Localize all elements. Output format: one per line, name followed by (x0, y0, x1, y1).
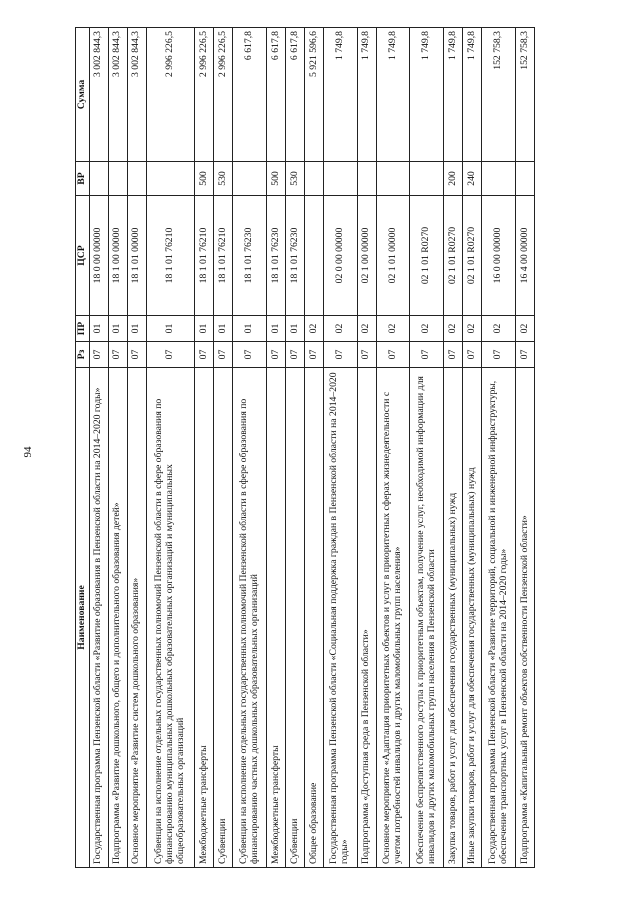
cell-vr (304, 162, 323, 196)
cell-vr (323, 162, 357, 196)
table-row (127, 28, 146, 868)
cell-sum: 6 617,8 (267, 28, 286, 162)
table-body (89, 28, 534, 868)
cell-name: Государственная программа Пензенской области «Развитие территорий, социальной и инженерной инфраструктуры, обеспечение транспортных услуг в Пензенской области на 2014–2020 годы» (482, 368, 516, 868)
header-pr: ПР (76, 316, 90, 342)
cell-sum: 1 749,8 (376, 28, 410, 162)
table-row (89, 28, 108, 868)
cell-pr: 02 (463, 316, 482, 342)
cell-sum: 3 002 844,3 (89, 28, 108, 162)
page-number: 94 (22, 446, 34, 458)
cell-name: Субвенции (286, 368, 305, 868)
table-row (233, 28, 267, 868)
cell-pr: 01 (146, 316, 195, 342)
table-header-row (76, 28, 90, 868)
cell-sum: 5 921 596,6 (304, 28, 323, 162)
cell-rz: 07 (410, 342, 444, 368)
cell-vr (357, 162, 376, 196)
budget-table (75, 27, 535, 868)
cell-csr: 18 1 01 00000 (127, 196, 146, 316)
cell-vr (482, 162, 516, 196)
cell-vr (410, 162, 444, 196)
cell-name: Субвенции (214, 368, 233, 868)
cell-rz: 07 (195, 342, 214, 368)
table-row (376, 28, 410, 868)
cell-csr: 18 1 01 76210 (214, 196, 233, 316)
cell-name: Иные закупки товаров, работ и услуг для обеспечения государственных (муниципальных) нужд (463, 368, 482, 868)
cell-csr: 02 1 01 R0270 (444, 196, 463, 316)
cell-sum: 6 617,8 (233, 28, 267, 162)
cell-rz: 07 (214, 342, 233, 368)
cell-csr: 16 4 00 00000 (515, 196, 534, 316)
cell-rz: 07 (323, 342, 357, 368)
table-row (482, 28, 516, 868)
cell-csr: 02 1 01 R0270 (463, 196, 482, 316)
cell-pr: 02 (410, 316, 444, 342)
cell-rz: 07 (127, 342, 146, 368)
cell-rz: 07 (304, 342, 323, 368)
rotated-table-container (75, 28, 535, 868)
cell-pr: 02 (357, 316, 376, 342)
cell-name: Субвенции на исполнение отдельных государственных полномочий Пензенской области в сфере образования по финансированию муниципальных дошкольных образовательных организаций и муниципальных общеобразовательных организаций (146, 368, 195, 868)
cell-pr: 02 (444, 316, 463, 342)
cell-name: Подпрограмма «Развитие дошкольного, общего и дополнительного образования детей» (108, 368, 127, 868)
cell-csr: 18 1 01 76230 (233, 196, 267, 316)
cell-vr (233, 162, 267, 196)
cell-name: Субвенции на исполнение отдельных государственных полномочий Пензенской области в сфере образования по финансированию частных дошкольных образовательных организаций (233, 368, 267, 868)
cell-pr: 02 (323, 316, 357, 342)
table-row (410, 28, 444, 868)
cell-pr: 01 (195, 316, 214, 342)
cell-csr: 02 1 01 00000 (376, 196, 410, 316)
header-name: Наименование (76, 368, 90, 868)
cell-rz: 07 (233, 342, 267, 368)
cell-pr: 02 (515, 316, 534, 342)
cell-name: Основное мероприятие «Адаптация приоритетных объектов и услуг в приоритетных сферах жизнедеятельности с учетом потребностей инвалидов и других маломобильных групп населения» (376, 368, 410, 868)
cell-vr: 240 (463, 162, 482, 196)
cell-sum: 152 758,3 (482, 28, 516, 162)
cell-sum: 2 996 226,5 (214, 28, 233, 162)
table-row (444, 28, 463, 868)
cell-pr: 01 (267, 316, 286, 342)
cell-vr (515, 162, 534, 196)
cell-sum: 1 749,8 (323, 28, 357, 162)
cell-vr (146, 162, 195, 196)
cell-pr: 01 (89, 316, 108, 342)
cell-vr: 530 (286, 162, 305, 196)
table-row (214, 28, 233, 868)
cell-rz: 07 (482, 342, 516, 368)
cell-name: Межбюджетные трансферты (195, 368, 214, 868)
cell-vr (376, 162, 410, 196)
cell-sum: 1 749,8 (357, 28, 376, 162)
table-row (515, 28, 534, 868)
table-row (286, 28, 305, 868)
cell-rz: 07 (357, 342, 376, 368)
cell-pr: 01 (214, 316, 233, 342)
cell-csr: 18 1 01 76230 (267, 196, 286, 316)
cell-pr: 01 (286, 316, 305, 342)
cell-csr (304, 196, 323, 316)
cell-rz: 07 (515, 342, 534, 368)
cell-pr: 01 (233, 316, 267, 342)
cell-rz: 07 (108, 342, 127, 368)
cell-csr: 18 1 01 76210 (146, 196, 195, 316)
cell-sum: 2 996 226,5 (195, 28, 214, 162)
table-row (304, 28, 323, 868)
cell-name: Подпрограмма «Капитальный ремонт объектов собственности Пензенской области» (515, 368, 534, 868)
cell-rz: 07 (376, 342, 410, 368)
cell-csr: 02 0 00 00000 (323, 196, 357, 316)
cell-csr: 18 1 01 76210 (195, 196, 214, 316)
cell-sum: 3 002 844,3 (108, 28, 127, 162)
cell-name: Межбюджетные трансферты (267, 368, 286, 868)
table-row (108, 28, 127, 868)
cell-sum: 2 996 226,5 (146, 28, 195, 162)
cell-vr: 500 (195, 162, 214, 196)
cell-name: Основное мероприятие «Развитие систем дошкольного образования» (127, 368, 146, 868)
cell-sum: 1 749,8 (463, 28, 482, 162)
header-sum: Сумма (76, 28, 90, 162)
cell-sum: 152 758,3 (515, 28, 534, 162)
cell-sum: 6 617,8 (286, 28, 305, 162)
cell-sum: 1 749,8 (410, 28, 444, 162)
cell-csr: 18 1 00 00000 (108, 196, 127, 316)
cell-vr: 200 (444, 162, 463, 196)
header-csr: ЦСР (76, 196, 90, 316)
header-rz: Рз (76, 342, 90, 368)
cell-vr: 500 (267, 162, 286, 196)
cell-vr (127, 162, 146, 196)
table-row (146, 28, 195, 868)
cell-pr: 02 (482, 316, 516, 342)
cell-pr: 01 (127, 316, 146, 342)
cell-sum: 1 749,8 (444, 28, 463, 162)
cell-pr: 01 (108, 316, 127, 342)
cell-csr: 02 1 00 00000 (357, 196, 376, 316)
cell-csr: 02 1 01 R0270 (410, 196, 444, 316)
cell-csr: 18 0 00 00000 (89, 196, 108, 316)
cell-rz: 07 (267, 342, 286, 368)
table-row (267, 28, 286, 868)
cell-csr: 16 0 00 00000 (482, 196, 516, 316)
cell-name: Общее образование (304, 368, 323, 868)
cell-rz: 07 (286, 342, 305, 368)
cell-name: Государственная программа Пензенской области «Социальная поддержка граждан в Пензенской области на 2014–2020 годы» (323, 368, 357, 868)
cell-csr: 18 1 01 76230 (286, 196, 305, 316)
cell-name: Государственная программа Пензенской области «Развитие образования в Пензенской области на 2014–2020 годы» (89, 368, 108, 868)
cell-rz: 07 (463, 342, 482, 368)
cell-pr: 02 (376, 316, 410, 342)
table-row (323, 28, 357, 868)
table-row (463, 28, 482, 868)
table-row (357, 28, 376, 868)
cell-name: Обеспечение беспрепятственного доступа к приоритетным объектам, получение услуг, необходимой информации для инвалидов и других маломобильных групп населения в Пензенской области (410, 368, 444, 868)
cell-rz: 07 (444, 342, 463, 368)
cell-vr (89, 162, 108, 196)
table-row (195, 28, 214, 868)
cell-rz: 07 (89, 342, 108, 368)
cell-pr: 02 (304, 316, 323, 342)
cell-rz: 07 (146, 342, 195, 368)
cell-vr (108, 162, 127, 196)
cell-vr: 530 (214, 162, 233, 196)
cell-name: Подпрограмма «Доступная среда в Пензенской области» (357, 368, 376, 868)
header-vr: ВР (76, 162, 90, 196)
cell-sum: 3 002 844,3 (127, 28, 146, 162)
cell-name: Закупка товаров, работ и услуг для обеспечения государственных (муниципальных) нужд (444, 368, 463, 868)
